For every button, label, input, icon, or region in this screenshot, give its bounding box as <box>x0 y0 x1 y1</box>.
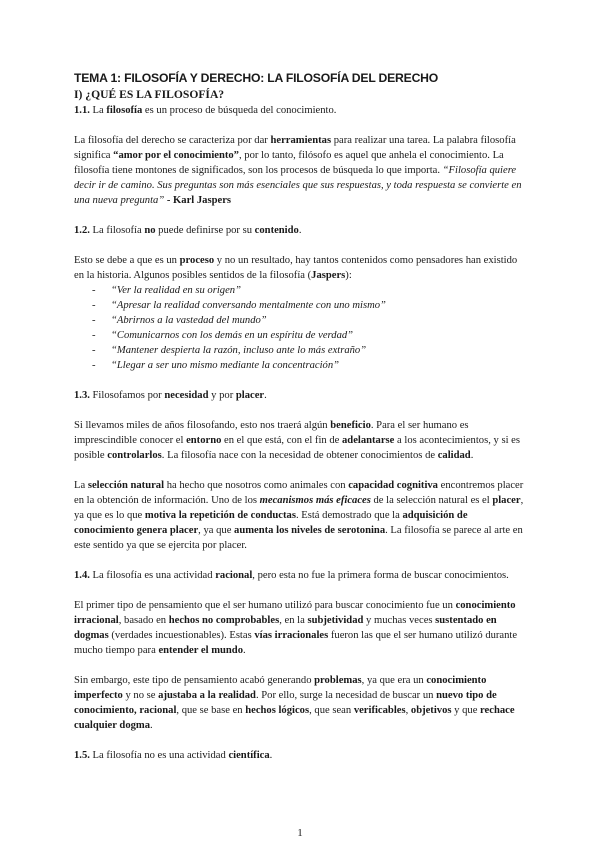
text-run: ha hecho que nosotros como animales con <box>164 480 349 491</box>
emphasis: adquisición de conocimiento genera placer <box>74 510 468 536</box>
text-run: Filosofamos por <box>89 390 165 401</box>
list-item: - “Llegar a ser uno mismo mediante la concentración” <box>92 358 526 373</box>
text-run: , por lo tanto, filósofo es aquel que anhela el conocimiento. La filosofía tiene montones de significados, son los procesos de búsqueda lo que importa. <box>74 150 504 176</box>
point-1-1 <box>74 103 526 118</box>
text-run: Si llevamos miles de años filosofando, esto nos traerá algún <box>74 420 331 431</box>
text-run: . <box>269 750 273 761</box>
emphasis: “amor por el conocimiento” <box>113 150 239 161</box>
list-item: - “Comunicarnos con los demás en un espíritu de verdad” <box>92 328 526 343</box>
text-run: , pero esta no fue la primera forma de buscar conocimientos. <box>252 570 509 581</box>
text-run: , ya que era un <box>361 675 427 686</box>
emphasis: hechos lógicos <box>245 705 310 716</box>
text-run: La filosofía no es una actividad <box>89 750 229 761</box>
page-number: 1 <box>297 827 303 839</box>
emphasis: contenido <box>254 225 299 236</box>
text-run: . La filosofía se parece al arte en este sentido ya que se ejercita por placer. <box>74 525 523 551</box>
emphasis: placer <box>492 495 521 506</box>
text-run: . <box>298 225 302 236</box>
emphasis: selección natural <box>87 480 165 491</box>
list-item: - “Ver la realidad en su origen” <box>92 283 526 298</box>
emphasis: no <box>144 225 156 236</box>
emphasis: problemas <box>314 675 362 686</box>
emphasis: calidad <box>437 450 471 461</box>
paragraph-conocimiento-racional <box>74 673 526 733</box>
text-run: (verdades incuestionables). Estas <box>108 630 255 641</box>
text-run: , ya que <box>198 525 235 536</box>
text-run: . Para el ser humano es imprescindible conocer el <box>74 420 469 446</box>
emphasis: científica <box>228 750 270 761</box>
list-item: - “Abrirnos a la vastedad del mundo” <box>92 313 526 328</box>
text-run: a los acontecimientos, y si es posible <box>74 435 520 461</box>
text-run: y por <box>208 390 236 401</box>
emphasis: placer <box>235 390 265 401</box>
emphasis: capacidad cognitiva <box>348 480 438 491</box>
emphasis: nuevo tipo de conocimiento, racional <box>74 690 497 716</box>
text-run: y no un resultado, hay tantos contenidos como pensadores han existido en la historia. Algunos posibles sentidos de la filosofía ( <box>74 255 518 281</box>
text-run: , en la <box>279 615 308 626</box>
text-run: es un proceso de búsqueda del conocimiento. <box>142 105 337 116</box>
text-run: fueron las que el ser humano utilizó durante mucho tiempo para <box>74 630 518 656</box>
emphasis: sustentado en dogmas <box>74 615 497 641</box>
text-run: y muchas veces <box>363 615 436 626</box>
emphasis-italic: mecanismos más eficaces <box>259 495 371 506</box>
emphasis: motiva la repetición de conductas <box>144 510 296 521</box>
text-run: La filosofía del derecho se caracteriza por dar <box>74 135 271 146</box>
paragraph-conocimiento-irracional <box>74 598 526 658</box>
text-run: ): <box>345 270 352 281</box>
document-page <box>74 70 526 763</box>
emphasis: proceso <box>179 255 215 266</box>
text-run: en el que está, con el fin de <box>221 435 342 446</box>
paragraph-seleccion-natural <box>74 478 526 553</box>
quote-author: - Karl Jaspers <box>164 195 232 206</box>
text-run: Sin embargo, este tipo de pensamiento acabó generando <box>74 675 315 686</box>
text-run: . <box>150 720 153 731</box>
text-run: El primer tipo de pensamiento que el ser humano utilizó para buscar conocimiento fue un <box>74 600 456 611</box>
text-run: , ya que es lo que <box>74 495 524 521</box>
text-run: , que sean <box>309 705 354 716</box>
text-run: y que <box>451 705 481 716</box>
emphasis: necesidad <box>164 390 209 401</box>
text-run: La filosofía <box>89 225 145 236</box>
point-1-4 <box>74 568 526 583</box>
text-run: puede definirse por su <box>155 225 255 236</box>
text-run: . Está demostrado que la <box>295 510 403 521</box>
emphasis: conocimiento irracional <box>74 600 516 626</box>
document-title: TEMA 1: FILOSOFÍA Y DERECHO: LA FILOSOFÍA DEL DERECHO <box>74 71 439 85</box>
list-item: - “Apresar la realidad conversando mentalmente con uno mismo” <box>92 298 526 313</box>
emphasis: controlarlos <box>107 450 162 461</box>
point-1-3 <box>74 388 526 403</box>
emphasis: beneficio <box>330 420 371 431</box>
paragraph-herramientas <box>74 133 526 208</box>
emphasis: ajustaba a la realidad <box>158 690 256 701</box>
emphasis: verificables <box>353 705 406 716</box>
emphasis: rechace cualquier dogma <box>74 705 515 731</box>
text-run: La filosofía es una actividad <box>89 570 216 581</box>
text-run: y no se <box>122 690 159 701</box>
quote: “Filosofía quiere decir ir de camino. Sus preguntas son más esenciales que sus respuestas, y toda respuesta se convierte en una nueva pregunta” <box>74 165 522 206</box>
list-item: - “Mantener despierta la razón, incluso ante lo más extraño” <box>92 343 526 358</box>
point-number: 1.5. <box>74 750 90 761</box>
text-run: . La filosofía nace con la necesidad de obtener conocimientos de <box>161 450 438 461</box>
paragraph-beneficio <box>74 418 526 463</box>
emphasis: hechos no comprobables <box>168 615 280 626</box>
point-number: 1.2. <box>74 225 90 236</box>
text-run: . <box>243 645 246 656</box>
text-run: encontremos placer en la obtención de información. Uno de los <box>74 480 524 506</box>
section-heading: I) ¿QUÉ ES LA FILOSOFÍA? <box>74 88 225 101</box>
emphasis: racional <box>215 570 253 581</box>
emphasis: entender el mundo <box>158 645 243 656</box>
text-run: . <box>470 450 474 461</box>
emphasis: Jaspers <box>311 270 346 281</box>
emphasis: conocimiento imperfecto <box>74 675 487 701</box>
paragraph-proceso <box>74 253 526 283</box>
emphasis: vías irracionales <box>254 630 329 641</box>
point-number: 1.4. <box>74 570 90 581</box>
text-run: La <box>74 480 88 491</box>
text-run: , basado en <box>118 615 169 626</box>
text-run: La <box>89 105 107 116</box>
emphasis: adelantarse <box>342 435 395 446</box>
text-run: Esto se debe a que es un <box>74 255 180 266</box>
emphasis: filosofía <box>106 105 143 116</box>
emphasis: aumenta los niveles de serotonina <box>234 525 386 536</box>
text-run: . Por ello, surge la necesidad de buscar un <box>255 690 437 701</box>
emphasis: entorno <box>186 435 222 446</box>
text-run: . <box>264 390 267 401</box>
text-run: para realizar una tarea. La palabra filosofía significa <box>74 135 516 161</box>
point-number: 1.3. <box>74 390 90 401</box>
point-number: 1.1. <box>74 105 90 116</box>
emphasis: subjetividad <box>307 615 364 626</box>
text-run: de la selección natural es el <box>370 495 493 506</box>
point-1-2 <box>74 223 526 238</box>
text-run: , <box>405 705 411 716</box>
emphasis: herramientas <box>270 135 332 146</box>
emphasis: objetivos <box>410 705 452 716</box>
text-run: , que se base en <box>176 705 246 716</box>
senses-list <box>74 283 526 373</box>
point-1-5 <box>74 748 526 763</box>
